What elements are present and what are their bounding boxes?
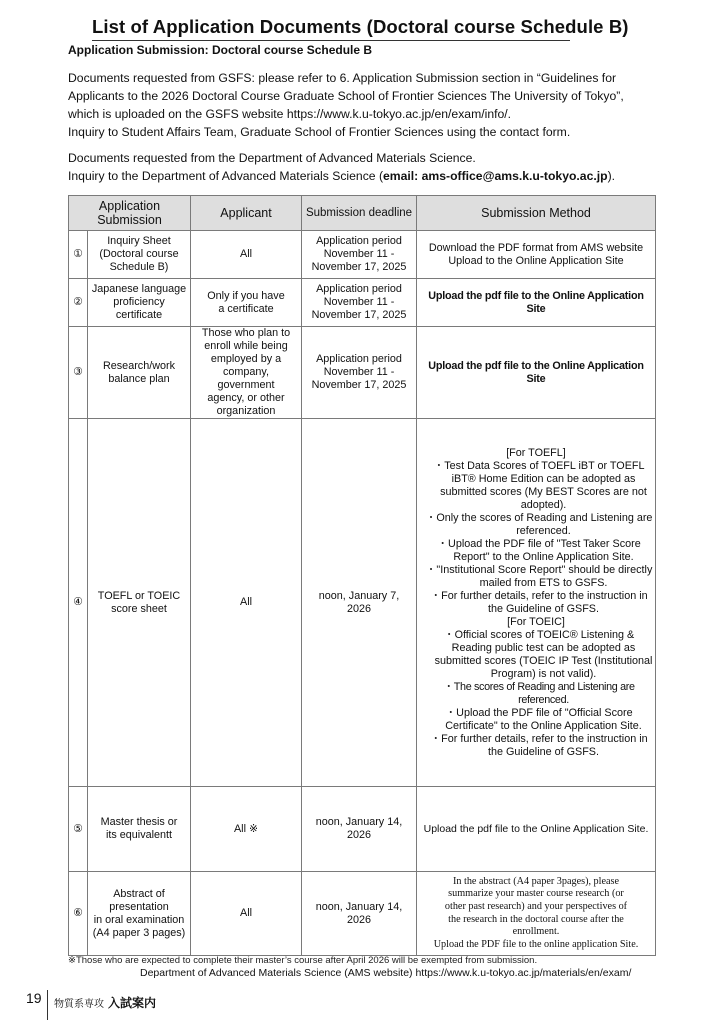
applicant-cell bbox=[191, 279, 302, 327]
cell-line: balance plan bbox=[108, 372, 170, 385]
toefl-heading: [For TOEFL] bbox=[506, 446, 566, 459]
method-cell bbox=[417, 279, 656, 327]
cell-line: the research in the doctoral course after the bbox=[448, 913, 624, 925]
applicant-cell bbox=[191, 231, 302, 279]
deadline-cell bbox=[302, 787, 417, 872]
ams-website-line: Department of Advanced Materials Science (AMS website) https://www.k.u-tokyo.ac.jp/materials/en/exam/ bbox=[140, 967, 632, 979]
cell-line: enrollment. bbox=[512, 926, 560, 938]
header-applicant: Applicant bbox=[191, 196, 302, 231]
applicant-cell bbox=[191, 787, 302, 872]
applicant-cell bbox=[191, 327, 302, 419]
applicant-cell bbox=[191, 872, 302, 956]
method-cell bbox=[417, 787, 656, 872]
paragraph-line: Documents requested from the Department of Advanced Materials Science. bbox=[68, 151, 476, 165]
cell-line: 2026 bbox=[346, 829, 372, 841]
cell-line: TOEFL or TOEIC bbox=[97, 589, 181, 602]
paragraph-line: which is uploaded on the GSFS website https://www.k.u-tokyo.ac.jp/en/exam/info/. bbox=[68, 107, 512, 121]
cell-line: Research/work bbox=[102, 359, 175, 372]
documents-table bbox=[68, 195, 656, 956]
gsfs-documents-paragraph bbox=[68, 69, 708, 141]
cell-line: November 11 - bbox=[323, 248, 395, 260]
document-cell bbox=[88, 231, 191, 279]
table-row bbox=[69, 872, 656, 956]
method-cell-toefl-toeic bbox=[417, 419, 656, 787]
document-cell bbox=[88, 419, 191, 787]
cell-line: proficiency certificate bbox=[113, 296, 165, 321]
cell-line: Abstract of bbox=[113, 887, 165, 900]
method-cell bbox=[417, 327, 656, 419]
cell-line: organization bbox=[216, 405, 276, 417]
method-cell bbox=[417, 872, 656, 956]
cell-line: November 17, 2025 bbox=[311, 261, 407, 273]
row-number: ② bbox=[69, 279, 88, 327]
deadline-cell bbox=[302, 872, 417, 956]
row-number: ③ bbox=[69, 327, 88, 419]
table-row bbox=[69, 279, 656, 327]
toeic-item: ・Upload the PDF file of "Official Score Certificate" to the Online Application Site. bbox=[445, 706, 642, 732]
toefl-item: ・Upload the PDF file of "Test Taker Score Report" to the Online Application Site. bbox=[437, 537, 641, 563]
deadline-cell bbox=[302, 327, 417, 419]
applicant-cell bbox=[191, 419, 302, 787]
header-submission-method: Submission Method bbox=[417, 196, 656, 231]
cell-line: November 17, 2025 bbox=[311, 309, 407, 321]
document-cell bbox=[88, 327, 191, 419]
cell-line: All bbox=[240, 907, 252, 919]
footer-divider bbox=[47, 990, 48, 1020]
table-header-row bbox=[69, 196, 656, 231]
header-application-submission: Application Submission bbox=[69, 196, 191, 231]
toefl-item: ・For further details, refer to the instruction in the Guideline of GSFS. bbox=[430, 589, 648, 615]
footer-department: 物質系専攻 bbox=[54, 999, 104, 1010]
row-number: ① bbox=[69, 231, 88, 279]
cell-line: Those who plan to bbox=[201, 327, 291, 339]
footnote: ※Those who are expected to complete their master’s course after April 2026 will be exempted from submission. bbox=[68, 955, 538, 966]
inquiry-prefix: Inquiry to the Department of Advanced Materials Science ( bbox=[68, 169, 384, 183]
cell-line: Upload the pdf file to the Online Application Site. bbox=[423, 822, 649, 835]
ams-documents-paragraph bbox=[68, 149, 708, 185]
toeic-heading: [For TOEIC] bbox=[507, 615, 565, 628]
deadline-cell bbox=[302, 279, 417, 327]
cell-line: Upload the PDF file to the online application Site. bbox=[433, 938, 639, 950]
cell-line: summarize your master course research (or bbox=[448, 888, 624, 900]
cell-line: November 11 - bbox=[323, 296, 395, 308]
cell-line: presentation bbox=[109, 900, 169, 913]
cell-line: Upload the pdf file to the Online Application Site bbox=[428, 359, 644, 385]
title-underline bbox=[92, 16, 629, 41]
cell-line: 2026 bbox=[346, 913, 372, 926]
cell-line: Only if you have bbox=[207, 289, 285, 302]
cell-line: Application period bbox=[316, 283, 402, 295]
page-number: 19 bbox=[26, 990, 42, 1006]
cell-line: other past research) and your perspectives of bbox=[444, 900, 628, 912]
deadline-cell bbox=[302, 231, 417, 279]
cell-line: (Doctoral course bbox=[99, 248, 179, 260]
email-address: email: ams-office@ams.k.u-tokyo.ac.jp bbox=[383, 169, 608, 183]
cell-line: noon, January 14, bbox=[315, 816, 403, 828]
cell-line: employed by a bbox=[210, 353, 282, 365]
document-cell bbox=[88, 787, 191, 872]
cell-line: Download the PDF format from AMS website bbox=[428, 241, 644, 254]
cell-line: in oral examination bbox=[93, 913, 185, 926]
cell-line: In the abstract (A4 paper 3pages), please bbox=[452, 875, 620, 887]
cell-line: Master thesis or bbox=[100, 816, 178, 828]
page-title: List of Application Documents (Doctoral course Schedule B) bbox=[92, 16, 629, 37]
cell-line: agency, or other bbox=[207, 392, 285, 404]
cell-line: company, government bbox=[217, 366, 275, 391]
cell-line: (A4 paper 3 pages) bbox=[92, 926, 186, 939]
cell-line: Schedule B) bbox=[109, 261, 169, 273]
cell-line: All bbox=[240, 248, 252, 260]
document-cell bbox=[88, 872, 191, 956]
paragraph-line bbox=[68, 167, 708, 185]
cell-line: a certificate bbox=[218, 302, 274, 315]
cell-line: noon, January 14, bbox=[315, 900, 403, 913]
inquiry-suffix: ). bbox=[607, 169, 616, 183]
page-subtitle: Application Submission: Doctoral course Schedule B bbox=[68, 43, 373, 57]
toefl-item: ・Test Data Scores of TOEFL iBT or TOEFL iBT® Home Edition can be adopted as submitted scores (My BEST Scores are not adopted). bbox=[433, 459, 647, 511]
cell-line: noon, January 7, bbox=[318, 589, 400, 602]
cell-line: Application period bbox=[316, 353, 402, 365]
footer-section: 入試案内 bbox=[108, 996, 157, 1010]
table-row bbox=[69, 419, 656, 787]
toefl-item: ・"Institutional Score Report" should be directly mailed from ETS to GSFS. bbox=[425, 563, 653, 589]
table-row bbox=[69, 327, 656, 419]
cell-line: All ※ bbox=[233, 822, 259, 835]
paragraph-line: Inquiry to Student Affairs Team, Graduate School of Frontier Sciences using the contact form. bbox=[68, 125, 571, 139]
toefl-item: ・Only the scores of Reading and Listening are referenced. bbox=[425, 511, 653, 537]
table-row bbox=[69, 787, 656, 872]
cell-line: All bbox=[240, 596, 252, 608]
cell-line: enroll while being bbox=[204, 340, 288, 352]
deadline-cell bbox=[302, 419, 417, 787]
method-cell bbox=[417, 231, 656, 279]
cell-line: Application period bbox=[316, 235, 402, 247]
header-submission-deadline: Submission deadline bbox=[302, 196, 417, 231]
toeic-item: ・The scores of Reading and Listening are referenced. bbox=[443, 680, 635, 706]
toeic-item: ・For further details, refer to the instruction in the Guideline of GSFS. bbox=[430, 732, 648, 758]
cell-line: November 17, 2025 bbox=[311, 379, 407, 391]
cell-line: Japanese language bbox=[91, 283, 187, 295]
row-number: ⑥ bbox=[69, 872, 88, 956]
cell-line: Upload the pdf file to the Online Application Site bbox=[428, 289, 644, 315]
cell-line: Inquiry Sheet bbox=[107, 235, 171, 247]
paragraph-line: Applicants to the 2026 Doctoral Course Graduate School of Frontier Sciences The University of Tokyo”, bbox=[68, 89, 624, 103]
row-number: ④ bbox=[69, 419, 88, 787]
cell-line: its equivalentt bbox=[105, 829, 173, 841]
cell-line: 2026 bbox=[346, 602, 372, 615]
cell-line: score sheet bbox=[111, 602, 167, 615]
table-row bbox=[69, 231, 656, 279]
document-cell bbox=[88, 279, 191, 327]
row-number: ⑤ bbox=[69, 787, 88, 872]
cell-line: November 11 - bbox=[323, 366, 395, 378]
footer-label bbox=[54, 994, 156, 1011]
paragraph-line: Documents requested from GSFS: please refer to 6. Application Submission section in “Guidelines for bbox=[68, 71, 617, 85]
toeic-item: ・Official scores of TOEIC® Listening & Reading public test can be adopted as submitted scores (TOEIC IP Test (Institutional Program) is not valid). bbox=[434, 628, 653, 680]
cell-line: Upload to the Online Application Site bbox=[448, 254, 624, 267]
